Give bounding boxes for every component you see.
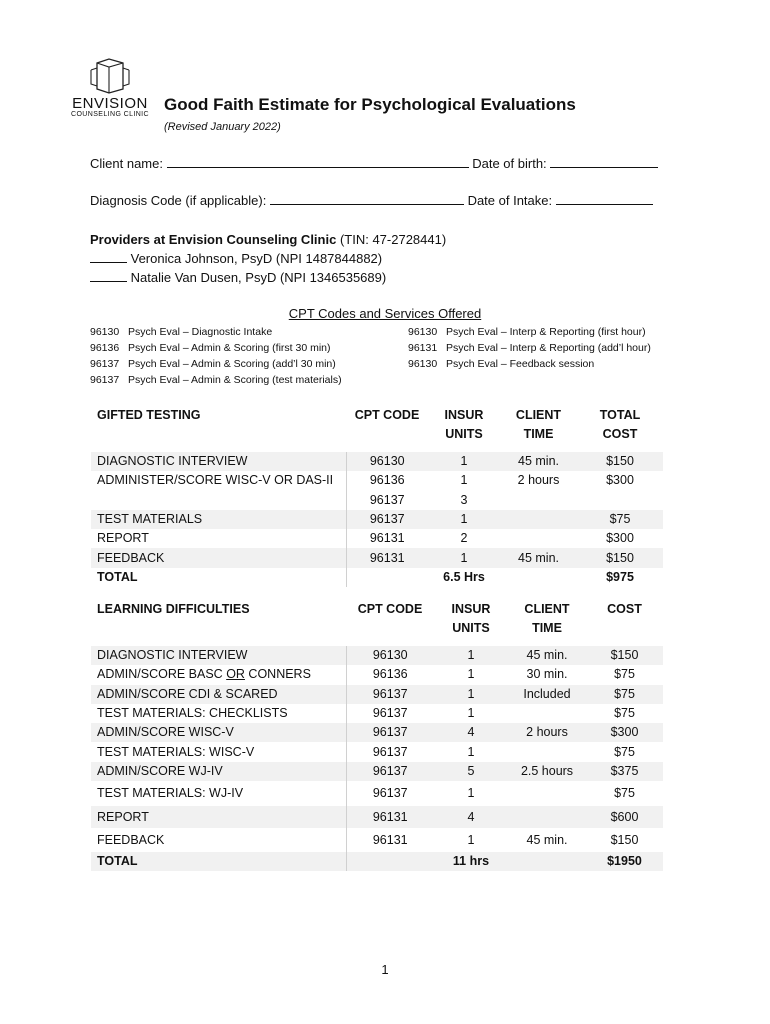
column-header: CLIENT TIME xyxy=(524,602,570,635)
dob-label: Date of birth: xyxy=(472,156,547,171)
table-row: FEEDBACK 96131 1 45 min. $150 xyxy=(91,828,663,852)
cpt-list-left xyxy=(90,324,342,388)
provider-checkbox[interactable] xyxy=(90,251,127,263)
diagnosis-field[interactable] xyxy=(270,193,464,205)
column-header: CPT CODE xyxy=(354,408,420,422)
dob-field[interactable] xyxy=(550,156,658,168)
table-row: 96137 3 xyxy=(91,491,663,510)
table-row: ADMINISTER/SCORE WISC-V OR DAS-II 96136 1 2 hours $300 xyxy=(91,471,663,490)
cpt-item: 96137 Psych Eval – Admin & Scoring (add’l 30 min) xyxy=(90,358,336,370)
column-header: INSUR UNITS xyxy=(451,602,491,635)
column-header: CPT CODE xyxy=(357,602,423,616)
table-row: TEST MATERIALS: WJ-IV 96137 1 $75 xyxy=(91,781,663,806)
table-row: ADMIN/SCORE BASC OR CONNERS 96136 1 30 min. $75 xyxy=(91,665,663,684)
client-name-field[interactable] xyxy=(167,156,469,168)
table-row: ADMIN/SCORE WISC-V 96137 4 2 hours $300 xyxy=(91,723,663,742)
document-title: Good Faith Estimate for Psychological Evaluations xyxy=(164,95,576,114)
logo-name: ENVISION xyxy=(72,95,148,112)
intake-field[interactable] xyxy=(556,193,653,205)
table-header-row xyxy=(91,598,663,638)
gifted-testing-table xyxy=(91,404,663,587)
column-header: INSUR UNITS xyxy=(444,408,484,441)
table-header-row xyxy=(91,404,663,444)
table-row: REPORT 96131 4 $600 xyxy=(91,806,663,828)
provider-name: Natalie Van Dusen, PsyD (NPI 1346535689) xyxy=(130,270,387,285)
cpt-list-right xyxy=(408,324,651,372)
cpt-item: 96130 Psych Eval – Diagnostic Intake xyxy=(90,326,273,338)
table-total-row: TOTAL 6.5 Hrs $975 xyxy=(91,568,663,587)
column-header: GIFTED TESTING xyxy=(97,408,201,422)
cpt-item: 96136 Psych Eval – Admin & Scoring (first 30 min) xyxy=(90,342,331,354)
table-row: TEST MATERIALS: WISC-V 96137 1 $75 xyxy=(91,742,663,761)
providers-heading xyxy=(90,232,446,247)
logo-subtitle: COUNSELING CLINIC xyxy=(71,111,149,118)
intake-label: Date of Intake: xyxy=(467,193,553,208)
table-row: ADMIN/SCORE WJ-IV 96137 5 2.5 hours $375 xyxy=(91,762,663,781)
provider-row xyxy=(90,251,382,266)
learning-difficulties-table xyxy=(91,598,663,871)
table-row: TEST MATERIALS: CHECKLISTS 96137 1 $75 xyxy=(91,704,663,723)
table-row: TEST MATERIALS 96137 1 $75 xyxy=(91,510,663,529)
providers-tin: (TIN: 47-2728441) xyxy=(339,232,447,247)
cpt-item: 96130 Psych Eval – Interp & Reporting (first hour) xyxy=(408,326,646,338)
column-header: LEARNING DIFFICULTIES xyxy=(97,602,250,616)
cpt-item: 96130 Psych Eval – Feedback session xyxy=(408,358,595,370)
client-name-label: Client name: xyxy=(90,156,163,171)
table-row: FEEDBACK 96131 1 45 min. $150 xyxy=(91,548,663,567)
envision-logo-icon xyxy=(89,58,131,94)
column-header: TOTAL COST xyxy=(599,408,641,441)
document-subtitle: (Revised January 2022) xyxy=(164,121,281,133)
cpt-heading: CPT Codes and Services Offered xyxy=(288,306,482,321)
table-row: DIAGNOSTIC INTERVIEW 96130 1 45 min. $150 xyxy=(91,452,663,471)
column-header: CLIENT TIME xyxy=(515,408,562,441)
diagnosis-row xyxy=(90,193,653,208)
column-header: COST xyxy=(607,602,642,616)
provider-checkbox[interactable] xyxy=(90,270,127,282)
table-row: REPORT 96131 2 $300 xyxy=(91,529,663,548)
diagnosis-label: Diagnosis Code (if applicable): xyxy=(90,193,267,208)
provider-row xyxy=(90,270,386,285)
table-total-row: TOTAL 11 hrs $1950 xyxy=(91,852,663,871)
provider-name: Veronica Johnson, PsyD (NPI 1487844882) xyxy=(130,251,383,266)
table-row: DIAGNOSTIC INTERVIEW 96130 1 45 min. $150 xyxy=(91,646,663,665)
client-name-row xyxy=(90,156,658,171)
cpt-item: 96137 Psych Eval – Admin & Scoring (test materials) xyxy=(90,374,342,386)
table-row: ADMIN/SCORE CDI & SCARED 96137 1 Included $75 xyxy=(91,685,663,704)
page-number: 1 xyxy=(381,962,389,977)
providers-heading-label: Providers at Envision Counseling Clinic xyxy=(90,232,337,247)
clinic-logo xyxy=(70,58,150,118)
cpt-item: 96131 Psych Eval – Interp & Reporting (add’l hour) xyxy=(408,342,651,354)
